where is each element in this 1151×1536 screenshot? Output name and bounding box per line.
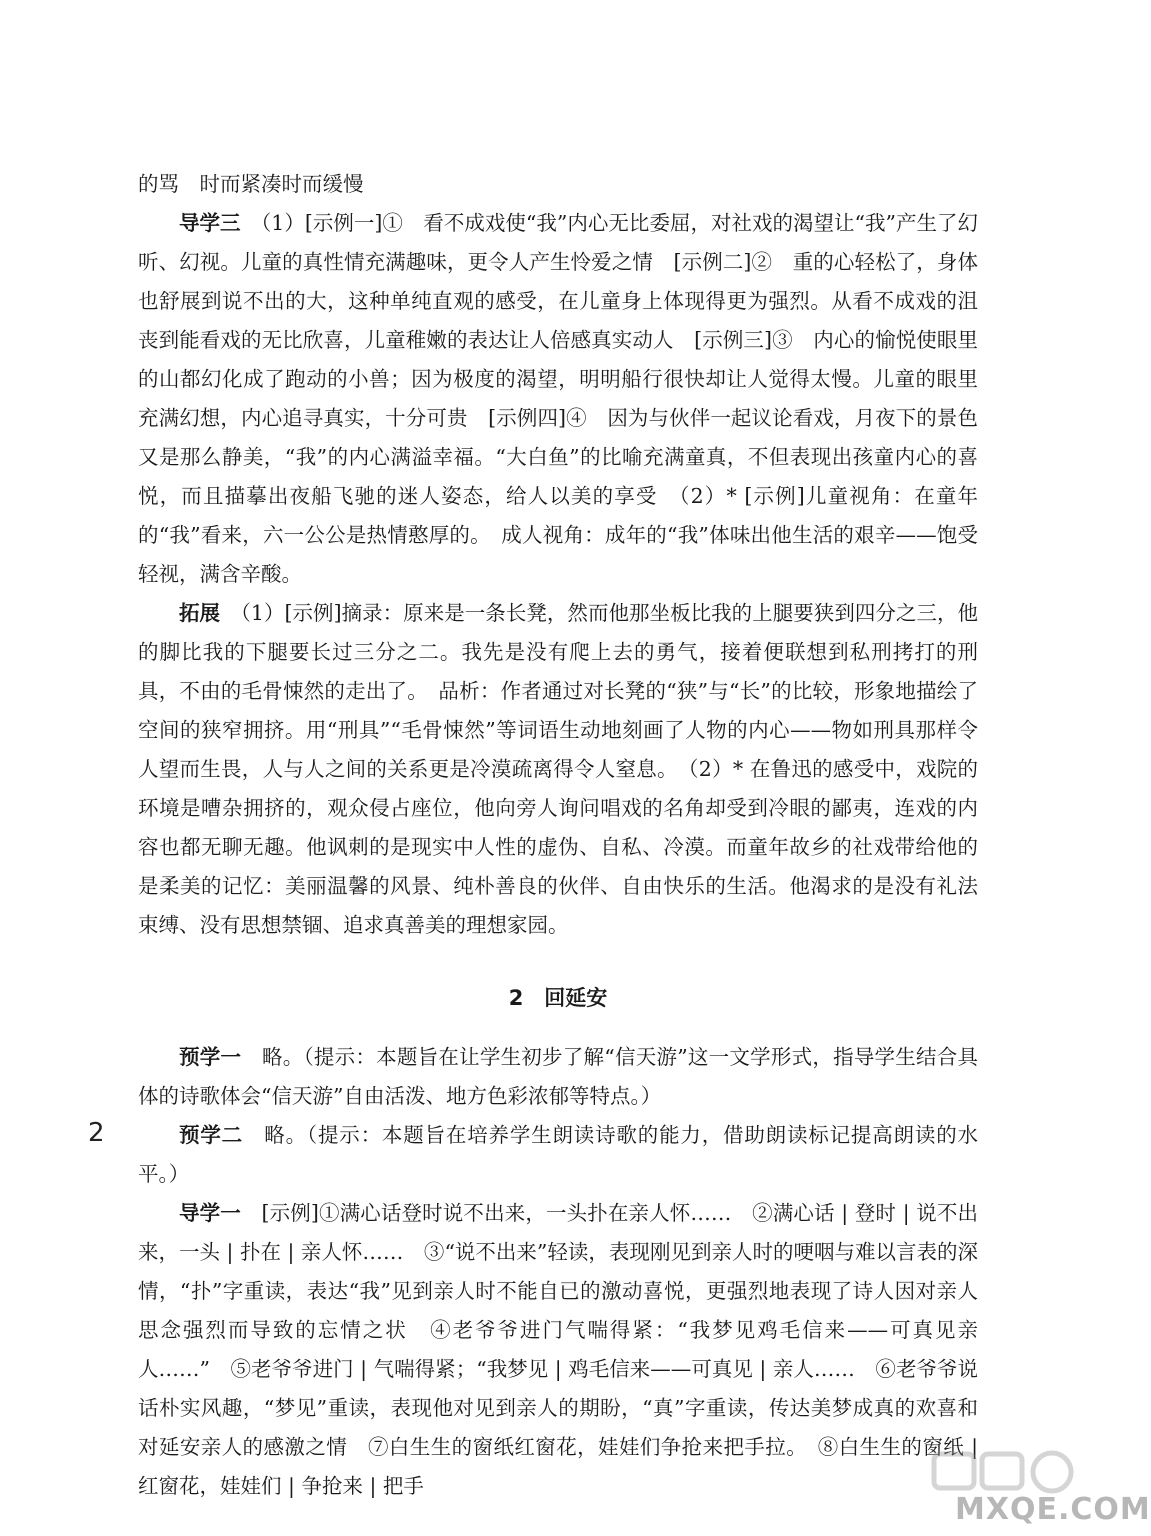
tuozhan-text: （1）[示例]摘录：原来是一条长凳，然而他那坐板比我的上腿要狭到四分之三，他的脚比我的下腿要长过三分之二。我先是没有爬上去的勇气，接着便联想到私刑拷打的刑具，不由的毛骨悚然的走出了。 品析：作者通过对长凳的“狭”与“长”的比较，形象地描绘了空间的狭窄拥挤。用“刑具”“毛骨悚然”等词语生动地刻画了人物的内心——物如刑具那样令人望而生畏，人与人之间的关系更是冷漠疏离得令人窒息。 （2）* 在鲁迅的感受中，戏院的环境是嘈杂拥挤的，观众侵占座位，他向旁人询问唱戏的名角却受到冷眼的鄙夷，连戏的内容也都无聊无趣。他讽刺的是现实中人性的虚伪、自私、冷漠。而童年故乡的社戏带给他的是柔美的记忆：美丽温馨的风景、纯朴善良的伙伴、自由快乐的生活。他渴求的是没有礼法束缚、没有思想禁锢、追求真善美的理想家园。 [138, 601, 978, 937]
yuxue1-label: 预学一 [179, 1045, 242, 1069]
tuozhan-label: 拓展 [179, 601, 221, 625]
daoxue3-paragraph [138, 204, 978, 594]
daoxue1-text: [示例]①满心话登时说不出来，一头扑在亲人怀…… ②满心话 | 登时 | 说不出来，一头 | 扑在 | 亲人怀…… ③“说不出来”轻读，表现刚见到亲人时的哽咽与难以言表的深情，“扑”字重读，表达“我”见到亲人时不能自已的激动喜悦，更强烈地表现了诗人因对亲人思念强烈而导致的忘情之状 ④老爷爷进门气喘得紧：“我梦见鸡毛信来——可真见亲人……” ⑤老爷爷进门 | 气喘得紧；“我梦见 | 鸡毛信来——可真见 | 亲人…… ⑥老爷爷说话朴实风趣，“梦见”重读，表现他对见到亲人的期盼，“真”字重读，传达美梦成真的欢喜和对延安亲人的感激之情 ⑦白生生的窗纸红窗花，娃娃们争抢来把手拉。 ⑧白生生的窗纸 | 红窗花，娃娃们 | 争抢来 | 把手 [138, 1201, 979, 1498]
daoxue3-text: （1）[示例一]① 看不成戏使“我”内心无比委屈，对社戏的渴望让“我”产生了幻听、幻视。儿童的真性情充满趣味，更令人产生怜爱之情 [示例二]② 重的心轻松了，身体也舒展到说不出的大，这种单纯直观的感受，在儿童身上体现得更为强烈。从看不成戏的沮丧到能看戏的无比欣喜，儿童稚嫩的表达让人倍感真实动人 [示例三]③ 内心的愉悦使眼里的山都幻化成了跑动的小兽；因为极度的渴望，明明船行很快却让人觉得太慢。儿童的眼里充满幻想，内心追寻真实，十分可贵 [示例四]④ 因为与伙伴一起议论看戏，月夜下的景色又是那么静美，“我”的内心满溢幸福。“大白鱼”的比喻充满童真，不但表现出孩童内心的喜悦，而且描摹出夜船飞驰的迷人姿态，给人以美的享受 （2）* [示例]儿童视角：在童年的“我”看来，六一公公是热情憨厚的。 成人视角：成年的“我”体味出他生活的艰辛——饱受轻视，满含辛酸。 [138, 211, 979, 586]
section-title: 2 回延安 [508, 986, 608, 1010]
yuxue2-label: 预学二 [179, 1123, 243, 1147]
daoxue1-label: 导学一 [179, 1201, 241, 1225]
watermark-text: MXQE.COM [955, 1492, 1151, 1527]
daoxue3-label: 导学三 [179, 211, 241, 235]
yuxue1-paragraph [138, 1038, 978, 1116]
yuxue2-text: 略。（提示：本题旨在培养学生朗读诗歌的能力，借助朗读标记提高朗读的水平。） [138, 1123, 979, 1186]
continuation-line: 的骂 时而紧凑时而缓慢 [138, 172, 364, 196]
answer-content [138, 165, 978, 1506]
daoxue1-paragraph [138, 1194, 978, 1506]
page-number: 2 [88, 1118, 105, 1148]
yuxue1-text: 略。（提示：本题旨在让学生初步了解“信天游”这一文学形式，指导学生结合具体的诗歌体会“信天游”自由活泼、地方色彩浓郁等特点。） [138, 1045, 979, 1108]
tuozhan-paragraph [138, 594, 978, 945]
yuxue2-paragraph [138, 1116, 978, 1194]
